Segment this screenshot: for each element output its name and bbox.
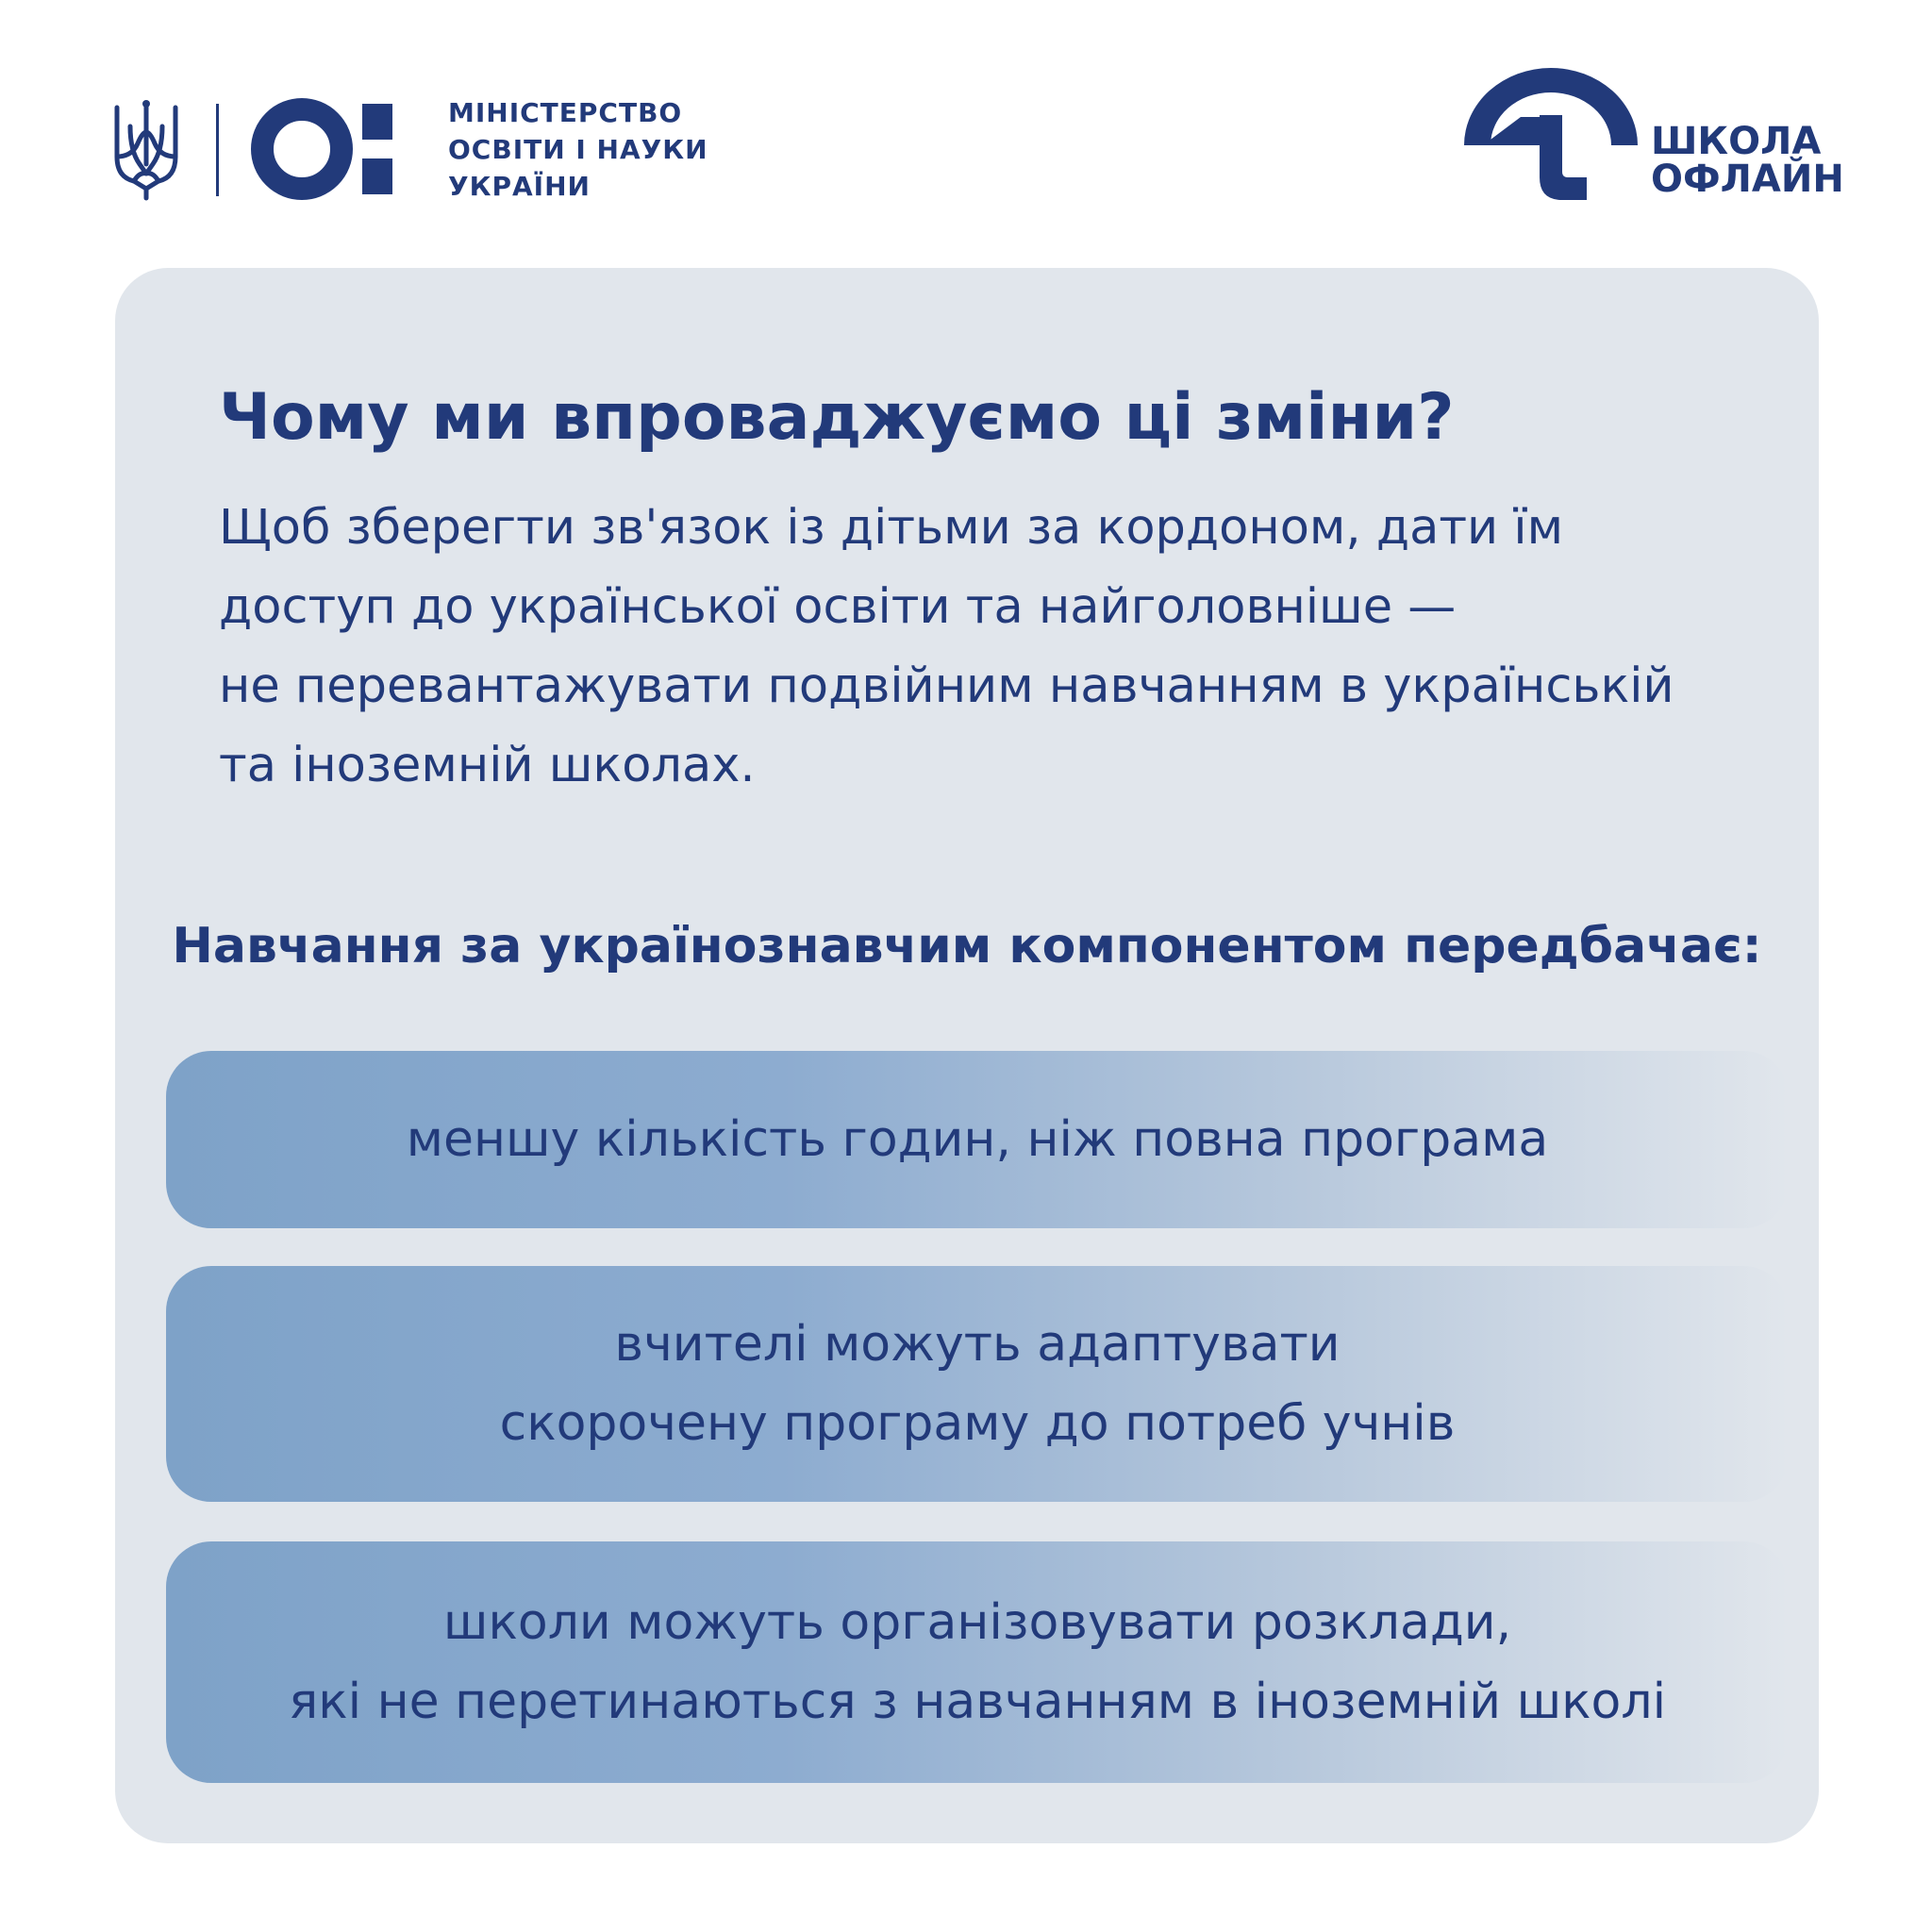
shkola-oflain-logo-icon <box>1464 58 1638 200</box>
intro-line: та іноземній школах. <box>219 738 756 793</box>
school-line: ОФЛАЙН <box>1651 158 1844 201</box>
header <box>0 0 1932 245</box>
card-heading: Чому ми впроваджуємо ці зміни? <box>219 380 1455 455</box>
header-divider <box>216 104 219 196</box>
intro-line: доступ до української освіти та найголовніше — <box>219 579 1457 635</box>
mon-logo-icon <box>251 96 392 202</box>
intro-line: Щоб зберегти зв'язок із дітьми за кордоном, дати їм <box>219 500 1564 556</box>
feature-item-text: скорочену програму до потреб учнів <box>499 1395 1456 1452</box>
school-name <box>1651 120 1844 201</box>
trident-emblem-icon <box>111 98 181 202</box>
feature-item <box>166 1541 1789 1783</box>
intro-paragraph <box>219 489 1747 806</box>
card-subheading: Навчання за українознавчим компонентом передбачає: <box>172 918 1762 974</box>
ministry-line: УКРАЇНИ <box>448 171 591 202</box>
intro-line: не перевантажувати подвійним навчанням в українській <box>219 658 1674 714</box>
feature-item-text: вчителі можуть адаптувати <box>614 1316 1341 1373</box>
feature-item <box>166 1266 1789 1502</box>
feature-item-text: меншу кількість годин, ніж повна програма <box>406 1111 1549 1168</box>
feature-item-text: які не перетинаються з навчанням в іноземній школі <box>288 1674 1667 1730</box>
ministry-line: ОСВІТИ І НАУКИ <box>448 134 708 165</box>
feature-item <box>166 1051 1789 1228</box>
feature-item-text: школи можуть організовувати розклади, <box>442 1594 1512 1651</box>
ministry-name <box>448 94 708 205</box>
ministry-line: МІНІСТЕРСТВО <box>448 97 683 128</box>
info-card <box>115 268 1819 1843</box>
school-line: ШКОЛА <box>1651 120 1822 163</box>
